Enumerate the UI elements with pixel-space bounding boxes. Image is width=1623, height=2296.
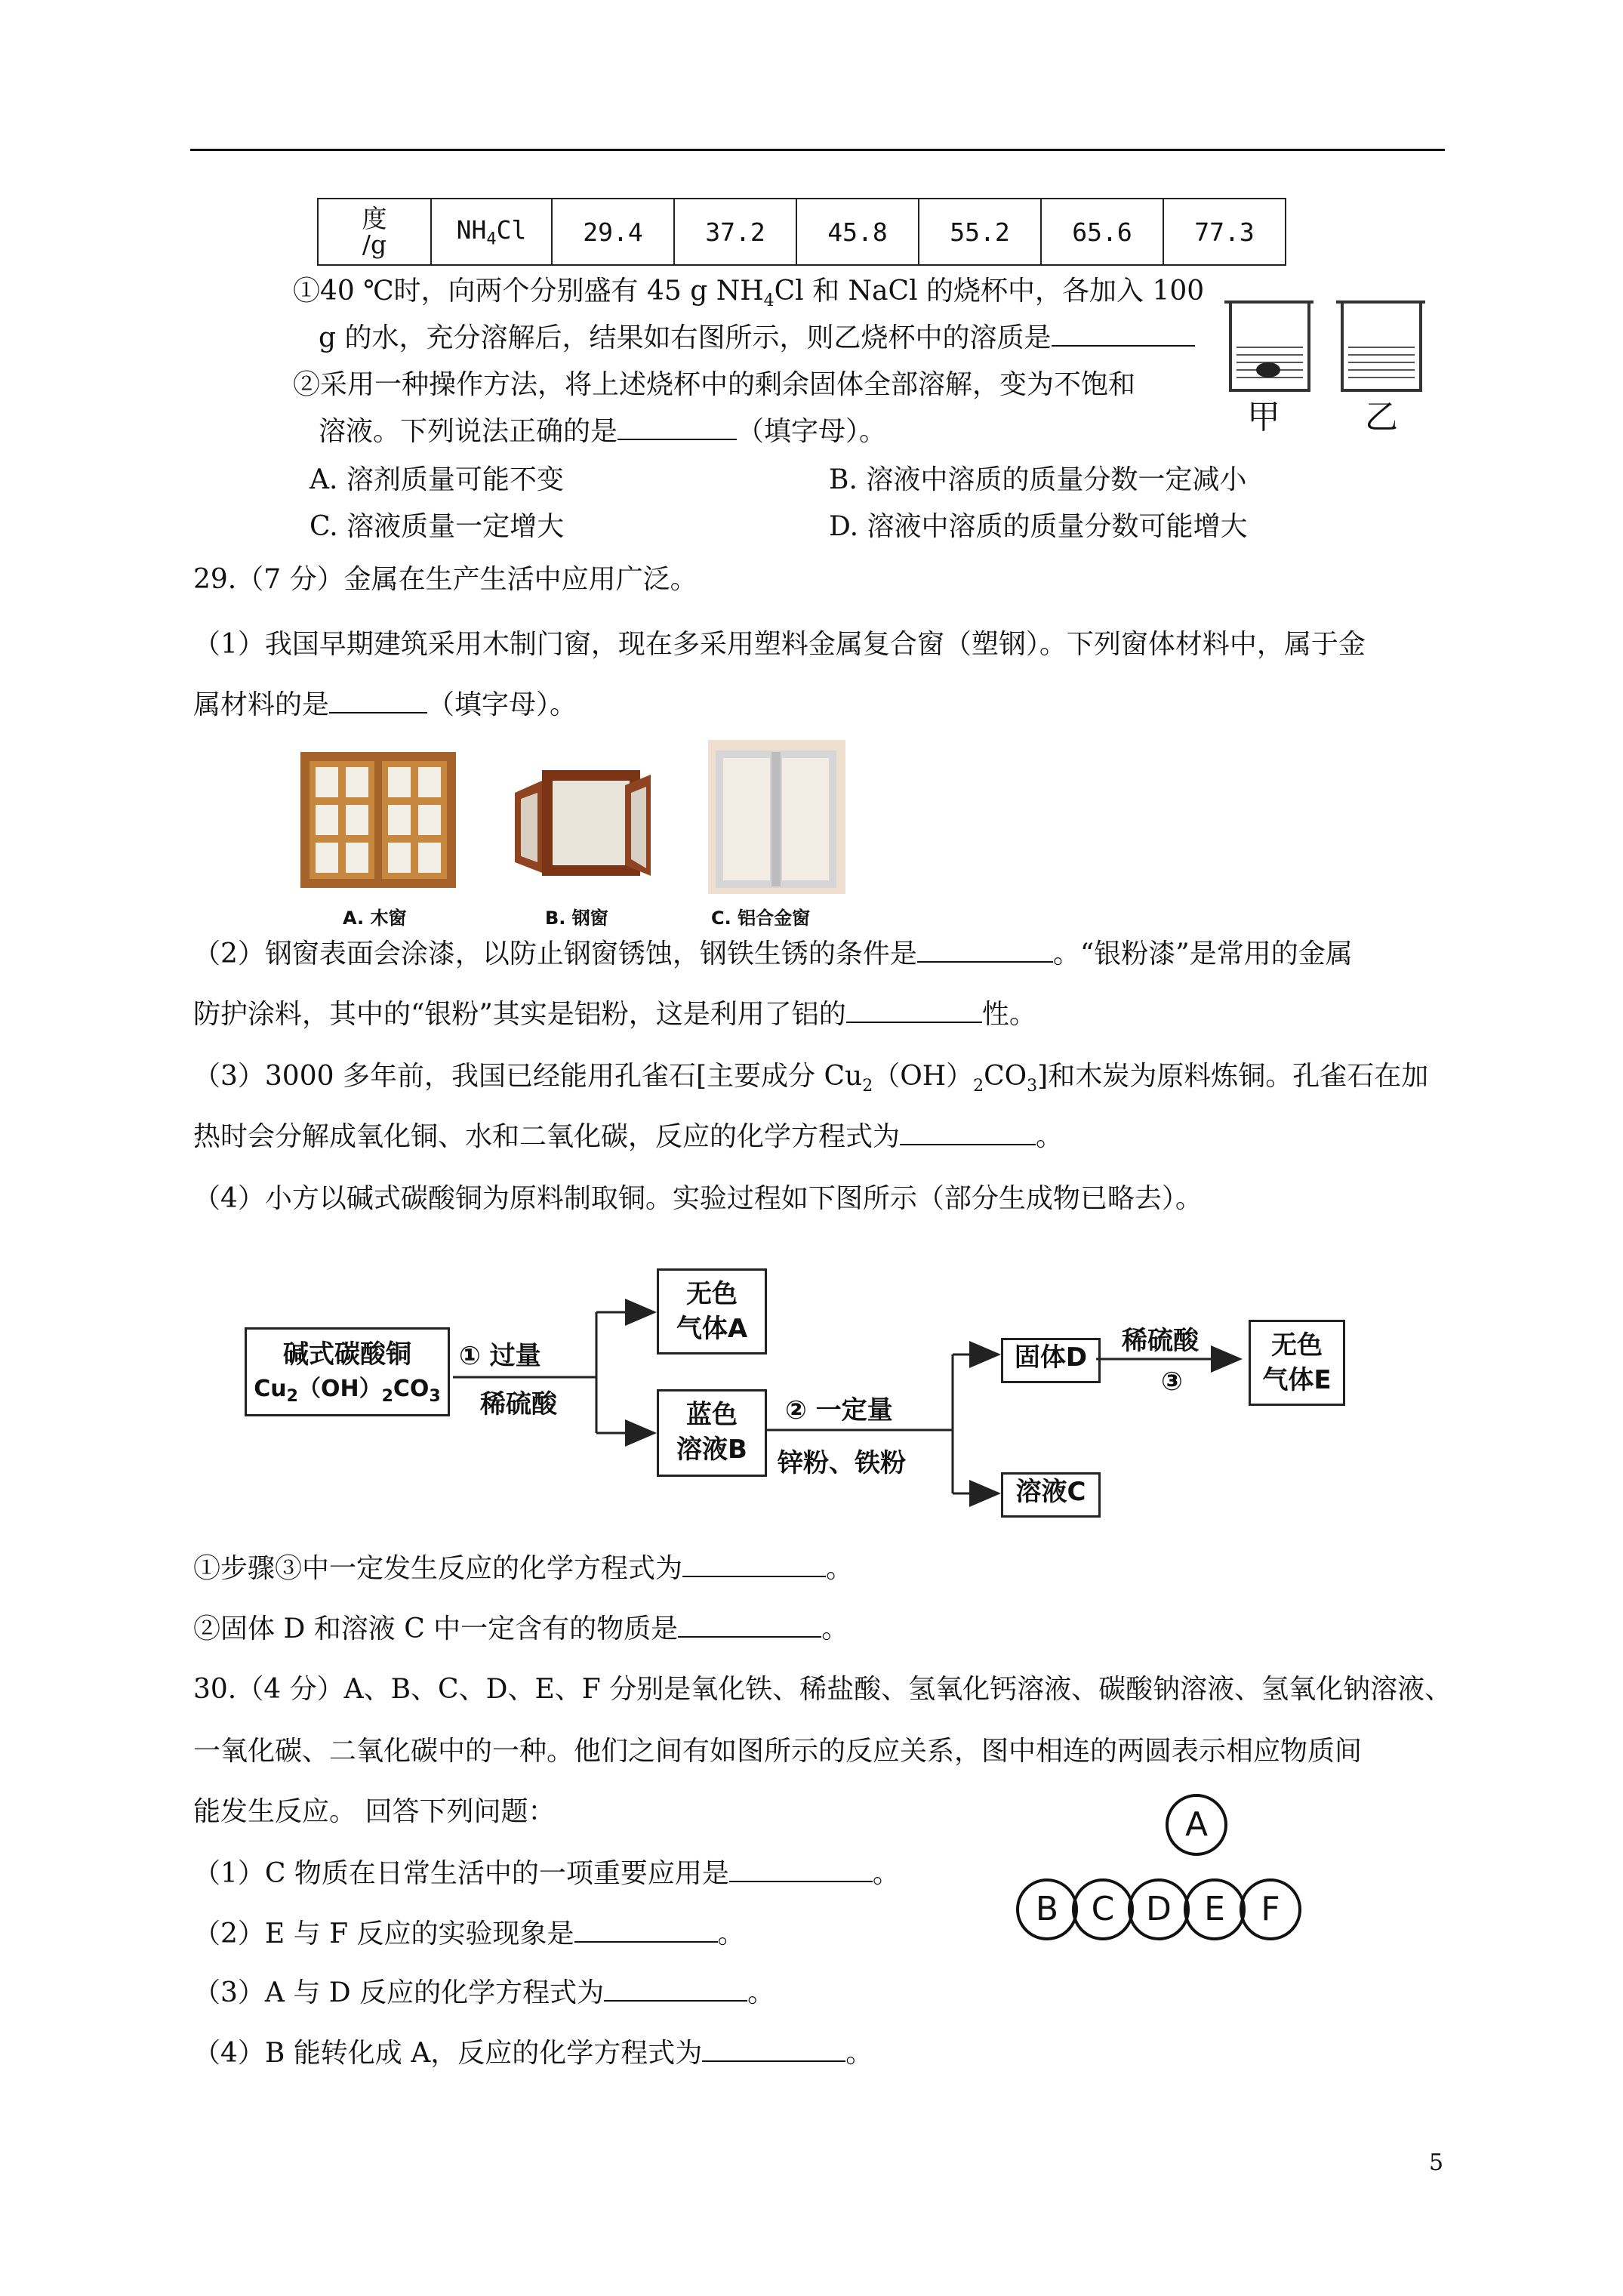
beaker-label-jia: 甲	[1247, 398, 1280, 436]
answer-blank[interactable]	[678, 1613, 821, 1638]
q29-title: 29.（7 分）金属在生产生活中应用广泛。	[193, 564, 698, 595]
option-b[interactable]: B. 溶液中溶质的质量分数一定减小	[829, 464, 1247, 495]
q28-line2-text: g 的水，充分溶解后，结果如右图所示，则乙烧杯中的溶质是	[319, 322, 1052, 353]
q30-sub3-text: （3）A 与 D 反应的化学方程式为	[193, 1977, 605, 2008]
flow-solution-c-box: 溶液C	[1001, 1472, 1101, 1518]
q30-sub1	[193, 1856, 900, 1892]
circle-b: B	[1016, 1878, 1078, 1940]
beaker-label-yi: 乙	[1365, 398, 1398, 436]
q29-p2b-text: 防护涂料，其中的“银粉”其实是铝粉，这是利用了铝的	[193, 999, 846, 1030]
q28-line1: ①40 ℃时，向两个分别盛有 45 g $NH_4Cl$ 和 NaCl 的烧杯中，各加入 100	[293, 276, 1205, 311]
option-a[interactable]: A. 溶剂质量可能不变	[310, 464, 564, 495]
table-cell: 37.2	[674, 199, 796, 265]
q30-sub3	[193, 1975, 775, 2011]
table-substance-cell: $NH_4Cl$	[431, 199, 552, 265]
flow-start-box	[245, 1327, 450, 1416]
flow-start-formula: $Cu_2(OH)_2CO_3$	[254, 1376, 441, 1406]
caption-aluminum-window: C. 铝合金窗	[711, 908, 811, 929]
caption-wood-window: A. 木窗	[343, 908, 407, 929]
flow-gas-e-box	[1249, 1320, 1345, 1406]
flow-gas-a-box	[657, 1268, 767, 1354]
q28-line3: ②采用一种操作方法，将上述烧杯中的剩余固体全部溶解，变为不饱和	[293, 369, 1136, 400]
q30-sub1-suffix: 。	[872, 1858, 900, 1889]
flow-step2: ② 一定量	[785, 1395, 893, 1425]
page-number: 5	[1429, 2150, 1444, 2176]
q29-p3b-text: 热时会分解成氧化铜、水和二氧化碳，反应的化学方程式为	[193, 1121, 901, 1152]
q30-sub1-text: （1）C 物质在日常生活中的一项重要应用是	[193, 1858, 729, 1889]
flow-gas-e-line2: 气体E	[1262, 1365, 1332, 1395]
flow-solid-d-box: 固体D	[1001, 1338, 1101, 1383]
q30-sub4	[193, 2036, 873, 2072]
flow-reagent3: 稀硫酸	[1122, 1326, 1199, 1356]
flow-gas-a-line1: 无色	[686, 1279, 738, 1309]
table-head-text: 度	[362, 204, 387, 233]
flow-start-name: 碱式碳酸铜	[283, 1339, 411, 1370]
q28-line4-suffix: （填字母）。	[737, 416, 887, 447]
circle-e: E	[1184, 1878, 1246, 1940]
flow-solution-b-box	[657, 1389, 767, 1477]
circle-d: D	[1128, 1878, 1190, 1940]
circle-c: C	[1072, 1878, 1134, 1940]
q29-p2b-suffix: 性。	[981, 999, 1036, 1030]
flow-gas-a-line2: 气体A	[676, 1314, 748, 1344]
flow-solution-b-line2: 溶液B	[676, 1435, 747, 1465]
table-head-unit: /g	[362, 230, 387, 259]
flow-reagent1: 稀硫酸	[480, 1389, 557, 1419]
circle-a: A	[1166, 1794, 1227, 1856]
flow-step1: ① 过量	[459, 1341, 541, 1371]
q30-sub4-suffix: 。	[845, 2038, 873, 2069]
q29-p3b-suffix: 。	[1036, 1121, 1064, 1152]
q29-p2a-suffix: 。“银粉漆”是常用的金属	[1052, 938, 1353, 969]
q30-line1: 30.（4 分）A、B、C、D、E、F 分别是氧化铁、稀盐酸、氢氧化钙溶液、碳酸钠溶液、氢氧化钠溶液、	[193, 1674, 1452, 1705]
q30-line3: 能发生反应。 回答下列问题：	[193, 1796, 556, 1827]
table-cell: 77.3	[1163, 199, 1286, 265]
table-cell: 29.4	[552, 199, 674, 265]
answer-blank[interactable]	[729, 1858, 873, 1882]
q29-sub-ii	[193, 1611, 848, 1647]
q30-sub3-suffix: 。	[747, 1977, 775, 2008]
flow-solution-b-line1: 蓝色	[686, 1400, 738, 1430]
answer-blank[interactable]	[682, 1553, 826, 1577]
flow-step3: ③	[1161, 1367, 1183, 1397]
q29-p4: （4）小方以碱式碳酸铜为原料制取铜。实验过程如下图所示（部分生成物已略去）。	[193, 1183, 1203, 1214]
table-cell: 55.2	[919, 199, 1041, 265]
option-c[interactable]: C. 溶液质量一定增大	[310, 511, 565, 542]
q29-p3a: （3）3000 多年前，我国已经能用孔雀石[主要成分 $Cu_2(OH)_2CO_3$]和木炭为原料炼铜。孔雀石在加	[193, 1061, 1429, 1096]
q29-sub-ii-suffix: 。	[821, 1613, 849, 1644]
option-d[interactable]: D. 溶液中溶质的质量分数可能增大	[829, 511, 1248, 542]
q29-sub-i	[193, 1551, 853, 1587]
q29-p1a: （1）我国早期建筑采用木制门窗，现在多采用塑料金属复合窗（塑钢）。下列窗体材料中，属于金	[193, 629, 1366, 660]
q28-line4-text: 溶液。下列说法正确的是	[319, 416, 618, 447]
caption-steel-window: B. 钢窗	[545, 908, 608, 929]
answer-blank[interactable]	[702, 2038, 845, 2062]
q29-sub-i-suffix: 。	[826, 1553, 854, 1584]
flow-reagent2: 锌粉、铁粉	[778, 1448, 906, 1478]
circle-f: F	[1240, 1878, 1301, 1940]
q29-p1b-suffix: （填字母）。	[427, 689, 577, 720]
q29-sub-ii-text: ②固体 D 和溶液 C 中一定含有的物质是	[193, 1613, 679, 1644]
q29-p2a-text: （2）钢窗表面会涂漆，以防止钢窗锈蚀，钢铁生锈的条件是	[193, 938, 917, 969]
answer-blank[interactable]	[604, 1977, 747, 2002]
table-cell: 45.8	[796, 199, 919, 265]
table-cell: 65.6	[1041, 199, 1163, 265]
answer-blank[interactable]	[574, 1918, 718, 1943]
q30-line2: 一氧化碳、二氧化碳中的一种。他们之间有如图所示的反应关系，图中相连的两圆表示相应物质间	[193, 1736, 1363, 1767]
q30-sub2	[193, 1916, 745, 1952]
q30-sub4-text: （4）B 能转化成 A，反应的化学方程式为	[193, 2038, 703, 2069]
q29-p1b-text: 属材料的是	[193, 689, 330, 720]
flow-gas-e-line1: 无色	[1271, 1330, 1323, 1361]
q30-sub2-suffix: 。	[717, 1918, 745, 1949]
q29-sub-i-text: ①步骤③中一定发生反应的化学方程式为	[193, 1553, 683, 1584]
q30-sub2-text: （2）E 与 F 反应的实验现象是	[193, 1918, 574, 1949]
